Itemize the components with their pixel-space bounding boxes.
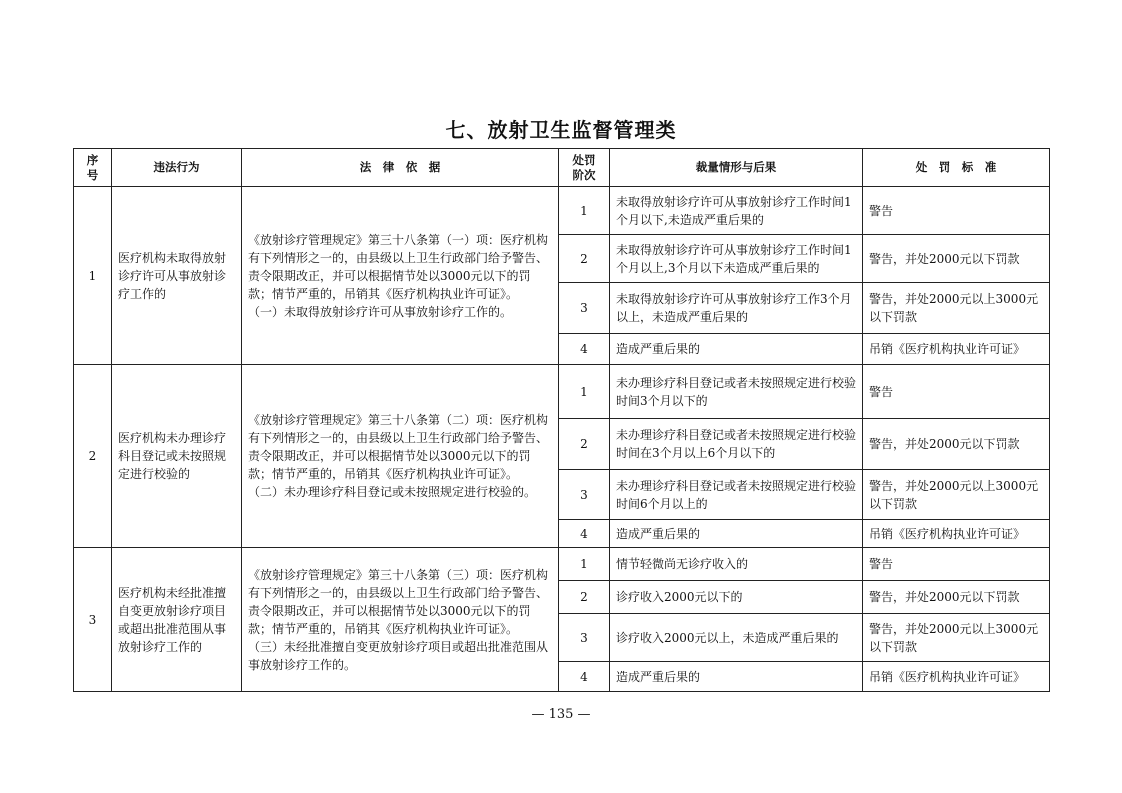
row-standard: 警告 [863,365,1050,419]
row-act: 医疗机构未办理诊疗科目登记或未按照规定进行校验的 [112,365,242,548]
page-number: — 135 — [531,707,591,722]
row-circumstance: 未办理诊疗科目登记或者未按照规定进行校验时间在3个月以上6个月以下的 [610,419,863,470]
header-stage: 处罚 阶次 [559,149,610,187]
row-stage: 3 [559,283,610,334]
row-circumstance: 诊疗收入2000元以下的 [610,581,863,614]
header-basis: 法 律 依 据 [242,149,559,187]
row-circumstance: 造成严重后果的 [610,662,863,692]
row-standard: 警告，并处2000元以下罚款 [863,235,1050,283]
row-stage: 4 [559,520,610,548]
header-circumstance: 裁量情形与后果 [610,149,863,187]
row-seq: 3 [74,548,112,692]
row-circumstance: 诊疗收入2000元以上，未造成严重后果的 [610,614,863,662]
header-seq: 序 号 [74,149,112,187]
row-standard: 警告，并处2000元以上3000元以下罚款 [863,283,1050,334]
header-act: 违法行为 [112,149,242,187]
page-title: 七、放射卫生监督管理类 [445,118,677,142]
row-standard: 警告，并处2000元以下罚款 [863,581,1050,614]
row-circumstance: 造成严重后果的 [610,334,863,365]
row-standard: 警告，并处2000元以上3000元以下罚款 [863,614,1050,662]
row-basis: 《放射诊疗管理规定》第三十八条第（一）项：医疗机构有下列情形之一的，由县级以上卫生行政部门给予警告、责令限期改正，并可以根据情节处以3000元以下的罚款；情节严重的，吊销其《医疗机构执业许可证》。 （一）未取得放射诊疗许可从事放射诊疗工作的。 [242,187,559,365]
row-circumstance: 未办理诊疗科目登记或者未按照规定进行校验时间6个月以上的 [610,470,863,520]
row-stage: 2 [559,419,610,470]
table-header-row [74,149,1050,187]
row-act: 医疗机构未经批准擅自变更放射诊疗项目或超出批准范围从事放射诊疗工作的 [112,548,242,692]
row-circumstance: 未取得放射诊疗许可从事放射诊疗工作3个月以上，未造成严重后果的 [610,283,863,334]
row-standard: 吊销《医疗机构执业许可证》 [863,520,1050,548]
row-circumstance: 未办理诊疗科目登记或者未按照规定进行校验时间3个月以下的 [610,365,863,419]
row-circumstance: 未取得放射诊疗许可从事放射诊疗工作时间1个月以下,未造成严重后果的 [610,187,863,235]
row-stage: 1 [559,365,610,419]
row-stage: 3 [559,614,610,662]
row-basis: 《放射诊疗管理规定》第三十八条第（二）项：医疗机构有下列情形之一的，由县级以上卫生行政部门给予警告、责令限期改正，并可以根据情节处以3000元以下的罚款；情节严重的，吊销其《医疗机构执业许可证》。 （二）未办理诊疗科目登记或未按照规定进行校验的。 [242,365,559,548]
row-standard: 警告，并处2000元以上3000元以下罚款 [863,470,1050,520]
table-row [74,365,1050,419]
row-standard: 警告，并处2000元以下罚款 [863,419,1050,470]
row-stage: 1 [559,548,610,581]
row-standard: 吊销《医疗机构执业许可证》 [863,662,1050,692]
row-stage: 4 [559,334,610,365]
row-circumstance: 未取得放射诊疗许可从事放射诊疗工作时间1个月以上,3个月以下未造成严重后果的 [610,235,863,283]
row-seq: 2 [74,365,112,548]
row-stage: 1 [559,187,610,235]
row-circumstance: 情节轻微尚无诊疗收入的 [610,548,863,581]
row-standard: 警告 [863,187,1050,235]
penalty-table [73,148,1050,692]
table-row [74,548,1050,581]
row-seq: 1 [74,187,112,365]
row-stage: 4 [559,662,610,692]
row-standard: 吊销《医疗机构执业许可证》 [863,334,1050,365]
row-standard: 警告 [863,548,1050,581]
row-circumstance: 造成严重后果的 [610,520,863,548]
row-stage: 2 [559,235,610,283]
row-stage: 3 [559,470,610,520]
row-basis: 《放射诊疗管理规定》第三十八条第（三）项：医疗机构有下列情形之一的，由县级以上卫生行政部门给予警告、责令限期改正，并可以根据情节处以3000元以下的罚款；情节严重的，吊销其《医疗机构执业许可证》。 （三）未经批准擅自变更放射诊疗项目或超出批准范围从事放射诊疗工作的。 [242,548,559,692]
row-stage: 2 [559,581,610,614]
table-row [74,187,1050,235]
header-standard: 处 罚 标 准 [863,149,1050,187]
row-act: 医疗机构未取得放射诊疗许可从事放射诊疗工作的 [112,187,242,365]
